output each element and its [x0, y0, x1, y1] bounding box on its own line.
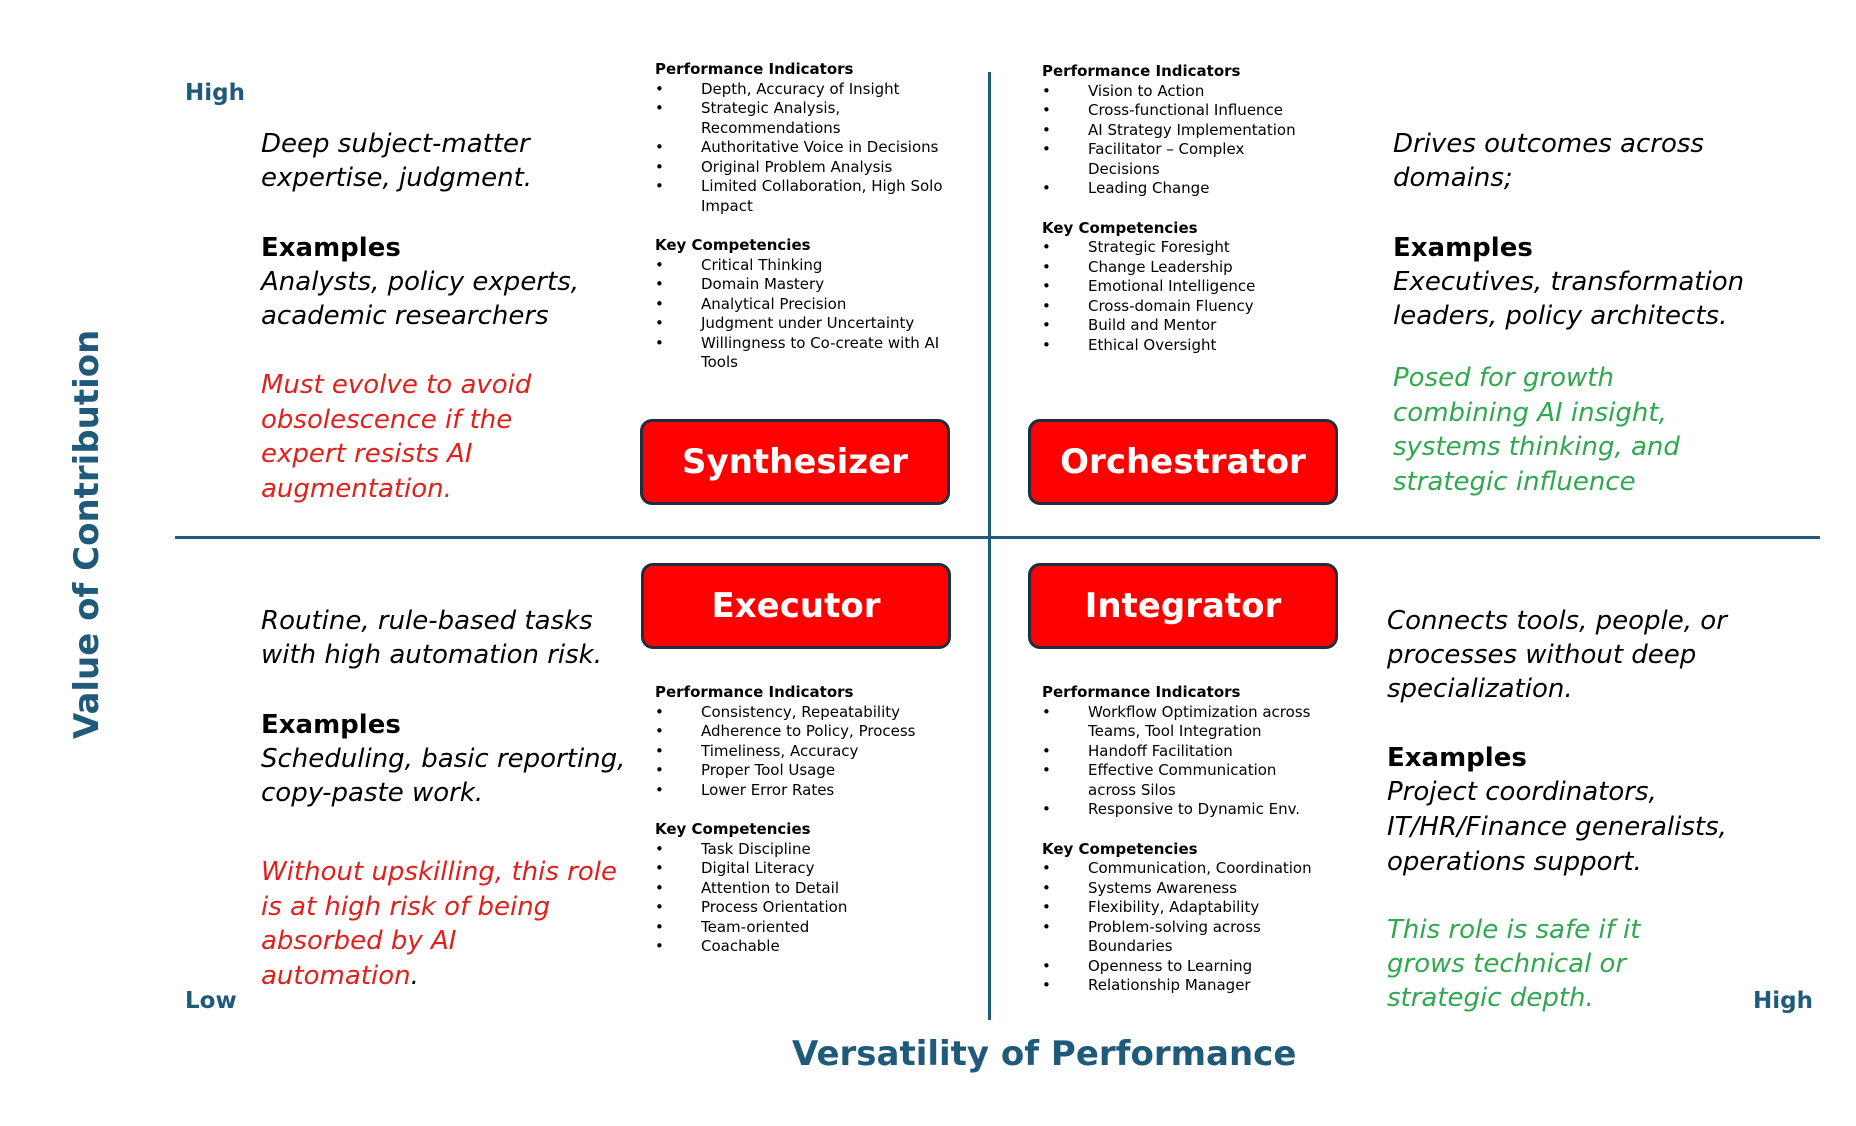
- list-item: • Effective Communication across Silos: [1042, 761, 1318, 800]
- list-item: • Critical Thinking: [655, 256, 955, 276]
- y-axis-low-label: Low: [185, 988, 237, 1014]
- orchestrator-kc-heading: Key Competencies: [1042, 218, 1198, 237]
- list-item: • Lower Error Rates: [655, 781, 955, 801]
- list-item: • Leading Change: [1042, 179, 1332, 199]
- integrator-examples-heading: Examples: [1387, 743, 1527, 773]
- list-item: • Team-oriented: [655, 918, 955, 938]
- list-item: • Vision to Action: [1042, 82, 1332, 102]
- y-axis-high-label: High: [185, 80, 245, 106]
- integrator-role-button[interactable]: Integrator: [1028, 563, 1338, 649]
- list-item: • Process Orientation: [655, 898, 955, 918]
- list-item: • Flexibility, Adaptability: [1042, 898, 1332, 918]
- synthesizer-details: [655, 60, 955, 373]
- list-item: • Problem-solving across Boundaries: [1042, 918, 1308, 957]
- list-item: • Facilitator – Complex Decisions: [1042, 140, 1288, 179]
- list-item: • Consistency, Repeatability: [655, 703, 955, 723]
- vertical-axis-line: [988, 72, 991, 1020]
- synthesizer-note: Must evolve to avoid obsolescence if the expert resists AI augmentation.: [261, 370, 532, 504]
- executor-note: [261, 855, 621, 993]
- list-item: • Judgment under Uncertainty: [655, 314, 955, 334]
- executor-role-button[interactable]: Executor: [641, 563, 951, 649]
- list-item: • Handoff Facilitation: [1042, 742, 1332, 762]
- executor-pi-list: [655, 703, 955, 801]
- list-item: • Depth, Accuracy of Insight: [655, 80, 955, 100]
- list-item: • Original Problem Analysis: [655, 158, 955, 178]
- integrator-description: Connects tools, people, or processes without deep specialization.: [1387, 606, 1727, 704]
- integrator-kc-heading: Key Competencies: [1042, 839, 1198, 858]
- orchestrator-note: Posed for growth combining AI insight, systems thinking, and strategic influence: [1393, 363, 1680, 497]
- synthesizer-kc-list: [655, 256, 955, 373]
- list-item: • Responsive to Dynamic Env.: [1042, 800, 1332, 820]
- list-item: • Emotional Intelligence: [1042, 277, 1332, 297]
- x-axis-title: Versatility of Performance: [792, 1034, 1297, 1074]
- integrator-kc-list: [1042, 859, 1332, 996]
- orchestrator-role-button[interactable]: Orchestrator: [1028, 419, 1338, 505]
- integrator-details: [1042, 683, 1332, 996]
- synthesizer-examples: Analysts, policy experts, academic researchers: [261, 267, 580, 331]
- list-item: • Relationship Manager: [1042, 976, 1332, 996]
- synthesizer-pi-heading: Performance Indicators: [655, 60, 854, 78]
- integrator-note: This role is safe if it grows technical or strategic depth.: [1387, 915, 1641, 1013]
- list-item: • AI Strategy Implementation: [1042, 121, 1332, 141]
- list-item: • Systems Awareness: [1042, 879, 1332, 899]
- integrator-pi-heading: Performance Indicators: [1042, 683, 1241, 701]
- synthesizer-role-button[interactable]: Synthesizer: [640, 419, 950, 505]
- list-item: • Adherence to Policy, Process: [655, 722, 955, 742]
- list-item: • Authoritative Voice in Decisions: [655, 138, 955, 158]
- orchestrator-pi-heading: Performance Indicators: [1042, 62, 1241, 80]
- list-item: • Workflow Optimization across Teams, Tool Integration: [1042, 703, 1338, 742]
- list-item: • Timeliness, Accuracy: [655, 742, 955, 762]
- orchestrator-pi-list: [1042, 82, 1332, 199]
- list-item: • Limited Collaboration, High Solo Impact: [655, 177, 955, 216]
- executor-note-tail: .: [410, 960, 419, 991]
- list-item: • Ethical Oversight: [1042, 336, 1332, 356]
- list-item: • Cross-domain Fluency: [1042, 297, 1332, 317]
- orchestrator-description: Drives outcomes across domains;: [1393, 129, 1704, 193]
- list-item: • Strategic Analysis, Recommendations: [655, 99, 955, 138]
- executor-pi-heading: Performance Indicators: [655, 683, 854, 701]
- y-axis-title: Value of Contribution: [67, 329, 107, 739]
- orchestrator-kc-list: [1042, 238, 1332, 355]
- executor-kc-list: [655, 840, 955, 957]
- executor-details: [655, 683, 955, 957]
- orchestrator-examples: Executives, transformation leaders, policy architects.: [1393, 267, 1745, 331]
- list-item: • Digital Literacy: [655, 859, 955, 879]
- list-item: • Change Leadership: [1042, 258, 1332, 278]
- synthesizer-kc-heading: Key Competencies: [655, 236, 811, 254]
- list-item: • Cross-functional Influence: [1042, 101, 1332, 121]
- synthesizer-examples-heading: Examples: [261, 233, 401, 263]
- executor-note-text: Without upskilling, this role is at high risk of being absorbed by AI automation: [261, 857, 617, 991]
- synthesizer-pi-list: [655, 80, 955, 217]
- orchestrator-details: [1042, 62, 1332, 355]
- list-item: • Proper Tool Usage: [655, 761, 955, 781]
- list-item: • Domain Mastery: [655, 275, 955, 295]
- list-item: • Openness to Learning: [1042, 957, 1332, 977]
- horizontal-axis-line: [175, 536, 1820, 539]
- integrator-pi-list: [1042, 703, 1332, 820]
- list-item: • Communication, Coordination: [1042, 859, 1332, 879]
- list-item: • Coachable: [655, 937, 955, 957]
- list-item: • Analytical Precision: [655, 295, 955, 315]
- orchestrator-examples-heading: Examples: [1393, 233, 1533, 263]
- executor-examples-heading: Examples: [261, 710, 401, 740]
- list-item: • Attention to Detail: [655, 879, 955, 899]
- integrator-examples: Project coordinators, IT/HR/Finance generalists, operations support.: [1387, 777, 1727, 877]
- list-item: • Willingness to Co-create with AI Tools: [655, 334, 955, 373]
- list-item: • Strategic Foresight: [1042, 238, 1332, 258]
- executor-kc-heading: Key Competencies: [655, 820, 811, 838]
- synthesizer-description: Deep subject-matter expertise, judgment.: [261, 129, 533, 193]
- x-axis-high-label: High: [1753, 988, 1813, 1014]
- list-item: • Task Discipline: [655, 840, 955, 860]
- executor-description: Routine, rule-based tasks with high automation risk.: [261, 606, 602, 670]
- list-item: • Build and Mentor: [1042, 316, 1332, 336]
- executor-examples: Scheduling, basic reporting, copy-paste work.: [261, 744, 626, 808]
